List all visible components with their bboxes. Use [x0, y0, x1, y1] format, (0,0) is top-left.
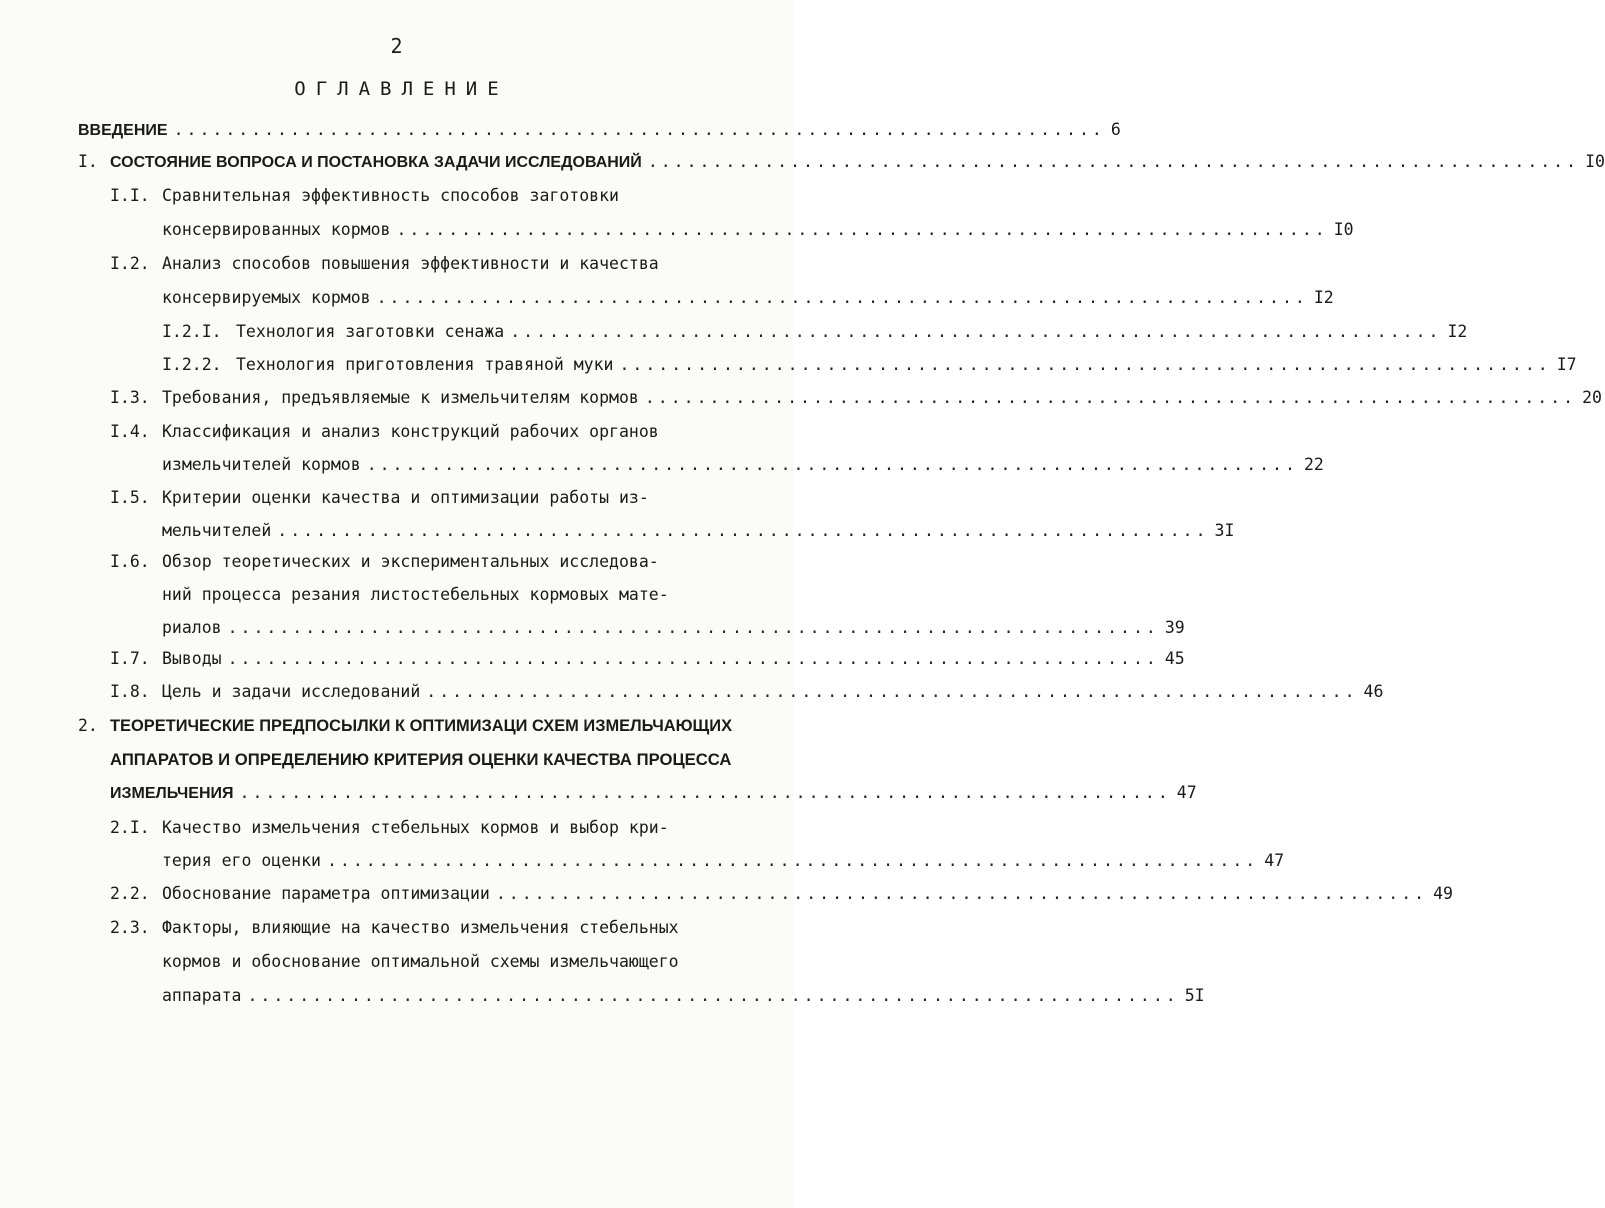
toc-entry-1-2-1[interactable] [236, 318, 1468, 346]
toc-entry-2-1[interactable] [162, 847, 1285, 875]
toc-entry-page: I0 [1333, 220, 1354, 239]
toc-entry-page: I0 [1585, 152, 1605, 171]
toc-entry-title: консервированных кормов [162, 220, 391, 239]
toc-entry-title: Требования, предъявляемые к измельчителям кормов [162, 388, 639, 407]
toc-entry-page: 5I [1184, 986, 1205, 1005]
toc-entry-number: 2.3. [110, 918, 150, 937]
toc-entry-page: 20 [1582, 388, 1602, 407]
toc-entry-1-4[interactable] [162, 451, 1324, 479]
page-number: 2 [390, 34, 403, 58]
toc-entry-number: I.8. [110, 682, 150, 701]
dot-leader: ........................................................................ [227, 618, 1159, 637]
toc-entry-number: 2.I. [110, 818, 150, 837]
toc-entry-title-line: Критерии оценки качества и оптимизации работы из- [162, 488, 649, 507]
dot-leader: ........................................................................ [619, 355, 1551, 374]
page-title: ОГЛАВЛЕНИЕ [294, 78, 509, 100]
dot-leader: ........................................................................ [277, 521, 1209, 540]
toc-entry-title: ИЗМЕЛЬЧЕНИЯ [110, 785, 234, 802]
toc-entry-number: I.2.I. [162, 322, 222, 341]
toc-entry-number: 2. [78, 716, 98, 735]
toc-entry-page: 46 [1363, 682, 1384, 701]
toc-entry-title: Обоснование параметра оптимизации [162, 884, 490, 903]
toc-entry-1-6[interactable] [162, 614, 1185, 642]
dot-leader: ........................................................................ [173, 120, 1105, 139]
dot-leader: ........................................................................ [495, 884, 1428, 903]
dot-leader: ........................................................................ [426, 682, 1358, 701]
toc-entry-number: I.I. [110, 186, 150, 205]
toc-entry-page: 3I [1214, 521, 1235, 540]
dot-leader: ........................................................................ [376, 288, 1308, 307]
toc-entry-chapter-1[interactable] [110, 148, 1605, 176]
toc-entry-title-line: Сравнительная эффективность способов заготовки [162, 186, 619, 205]
toc-entry-page: 47 [1264, 851, 1285, 870]
toc-entry-1-3[interactable] [162, 384, 1602, 412]
dot-leader: ........................................................................ [510, 322, 1442, 341]
dot-leader: ........................................................................ [644, 388, 1577, 407]
toc-entry-title-line: Качество измельчения стебельных кормов и выбор кри- [162, 818, 669, 837]
toc-entry-title: консервируемых кормов [162, 288, 371, 307]
dot-leader: ........................................................................ [247, 986, 1179, 1005]
toc-entry-page: 47 [1176, 783, 1197, 802]
toc-entry-title: Цель и задачи исследований [162, 682, 421, 701]
toc-entry-number: I.6. [110, 552, 150, 571]
toc-entry-1-8[interactable] [162, 678, 1384, 706]
toc-entry-title: мельчителей [162, 521, 272, 540]
dot-leader: ........................................................................ [326, 851, 1259, 870]
toc-entry-page: 22 [1303, 455, 1324, 474]
toc-entry-number: I.3. [110, 388, 150, 407]
toc-entry-page: I7 [1556, 355, 1577, 374]
toc-entry-page: 6 [1110, 120, 1121, 139]
toc-entry-number: 2.2. [110, 884, 150, 903]
dot-leader: ........................................................................ [647, 152, 1580, 171]
toc-entry-title: Выводы [162, 649, 222, 668]
toc-entry-chapter-2[interactable] [110, 779, 1197, 807]
toc-entry-title-line: Анализ способов повышения эффективности и качества [162, 254, 659, 273]
toc-entry-title-line: ТЕОРЕТИЧЕСКИЕ ПРЕДПОСЫЛКИ К ОПТИМИЗАЦИ СХЕМ ИЗМЕЛЬЧАЮЩИХ [110, 716, 733, 735]
toc-entry-title: Технология приготовления травяной муки [236, 355, 614, 374]
toc-entry-title: измельчителей кормов [162, 455, 361, 474]
toc-entry-number: I.2. [110, 254, 150, 273]
toc-entry-introduction[interactable] [78, 116, 1121, 144]
toc-entry-2-3[interactable] [162, 982, 1205, 1010]
toc-entry-title: аппарата [162, 986, 242, 1005]
toc-entry-page: I2 [1313, 288, 1334, 307]
toc-entry-title-line: Факторы, влияющие на качество измельчения стебельных [162, 918, 679, 937]
toc-entry-1-7[interactable] [162, 645, 1185, 673]
toc-entry-title: СОСТОЯНИЕ ВОПРОСА И ПОСТАНОВКА ЗАДАЧИ ИССЛЕДОВАНИЙ [110, 154, 642, 171]
toc-entry-number: I.7. [110, 649, 150, 668]
toc-entry-title: ВВЕДЕНИЕ [78, 122, 168, 139]
dot-leader: ........................................................................ [239, 783, 1171, 802]
dot-leader: ........................................................................ [396, 220, 1328, 239]
toc-entry-1-1[interactable] [162, 216, 1354, 244]
toc-entry-number: I. [78, 152, 98, 171]
toc-entry-1-2-2[interactable] [236, 351, 1577, 379]
toc-entry-title-line: Обзор теоретических и экспериментальных исследова- [162, 552, 659, 571]
dot-leader: ........................................................................ [227, 649, 1159, 668]
toc-entry-title-line: АППАРАТОВ И ОПРЕДЕЛЕНИЮ КРИТЕРИЯ ОЦЕНКИ КАЧЕСТВА ПРОЦЕССА [110, 750, 732, 769]
toc-entry-page: 45 [1164, 649, 1185, 668]
toc-entry-title-line: ний процесса резания листостебельных кормовых мате- [162, 585, 669, 604]
toc-entry-page: 39 [1164, 618, 1185, 637]
toc-entry-number: I.4. [110, 422, 150, 441]
toc-entry-title: терия его оценки [162, 851, 321, 870]
toc-entry-title-line: Классификация и анализ конструкций рабочих органов [162, 422, 659, 441]
toc-entry-page: I2 [1447, 322, 1468, 341]
toc-entry-title-line: кормов и обоснование оптимальной схемы измельчающего [162, 952, 679, 971]
dot-leader: ........................................................................ [366, 455, 1298, 474]
toc-entry-1-2[interactable] [162, 284, 1334, 312]
toc-entry-page: 49 [1433, 884, 1453, 903]
toc-entry-number: I.5. [110, 488, 150, 507]
toc-entry-number: I.2.2. [162, 355, 222, 374]
toc-entry-2-2[interactable] [162, 880, 1453, 908]
toc-entry-title: риалов [162, 618, 222, 637]
toc-entry-title: Технология заготовки сенажа [236, 322, 505, 341]
toc-entry-1-5[interactable] [162, 517, 1235, 545]
